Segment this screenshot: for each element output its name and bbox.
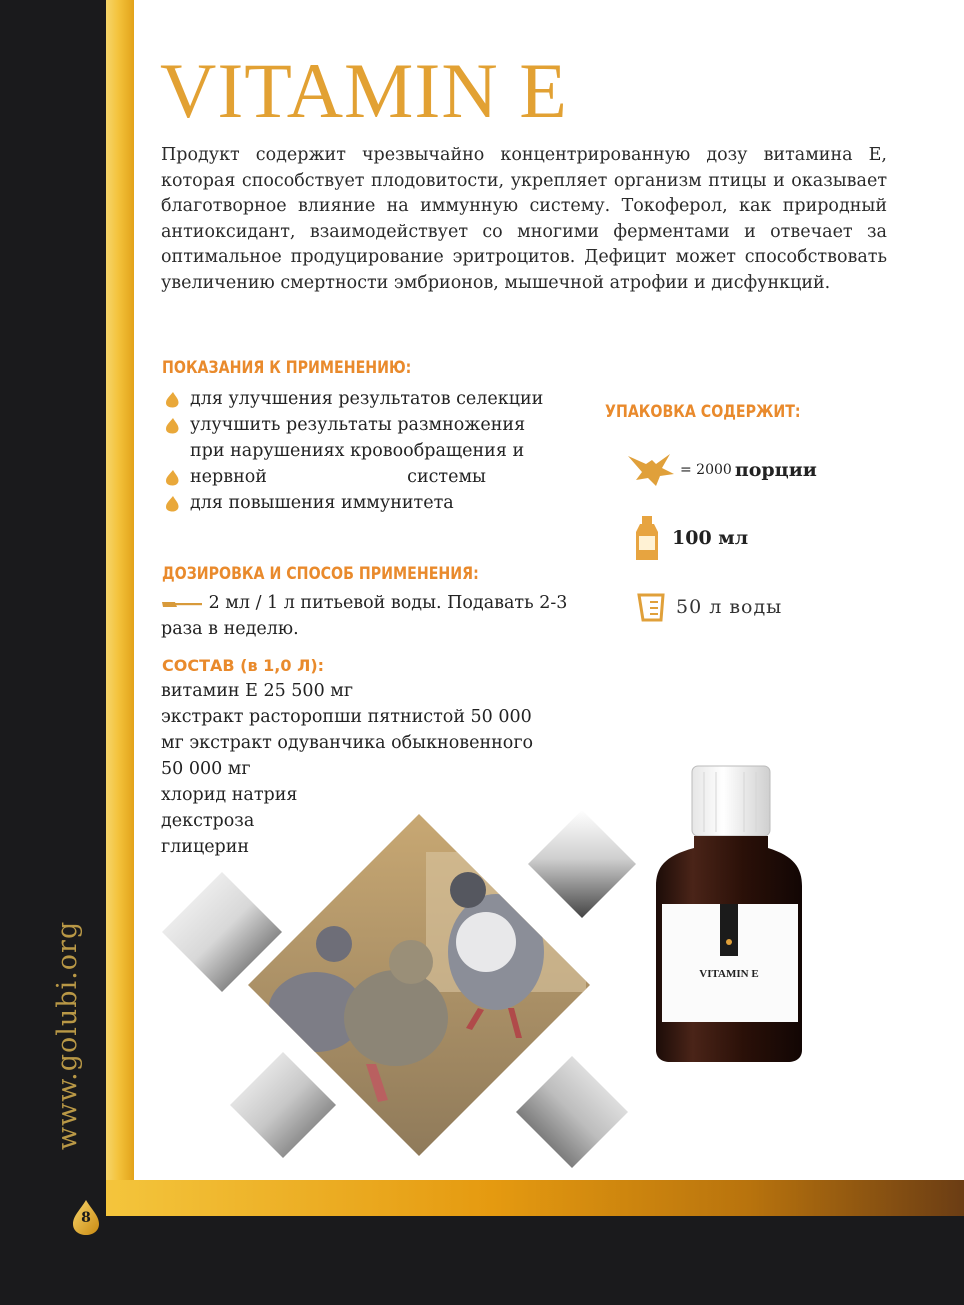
package-portions (626, 450, 817, 490)
indication-text (190, 464, 520, 490)
indications-list (162, 386, 552, 516)
gold-drop-icon (164, 495, 180, 512)
list-item (162, 438, 552, 464)
indication-word: системы (407, 467, 486, 487)
indication-text: при нарушениях кровообращения и (190, 441, 525, 461)
page-number-badge (70, 1198, 102, 1236)
composition-line: глицерин (161, 837, 250, 857)
package-heading: УПАКОВКА СОДЕРЖИТ: (605, 402, 801, 421)
gold-side-strip (106, 0, 134, 1210)
package-volume (634, 514, 748, 562)
list-item (162, 464, 552, 490)
dosage-line-1: 2 мл / 1 л питьевой воды. Подавать 2-3 (208, 593, 568, 613)
measuring-cup-icon (636, 592, 666, 622)
composition-line: 50 000 мг (161, 759, 251, 779)
gold-drop-icon (164, 391, 180, 408)
intro-paragraph: Продукт содержит чрезвычайно концентрированную дозу витамина Е, которая способствует плодовитости, укрепляет организм птицы и оказывает благотворное влияние на иммунную систему. Токоферол, как природный антиоксидант, взаимодействует со многими ферментами и отвечает за оптимальное продуцирование эритроцитов. Дефицит может способствовать увеличению смертности эмбрионов, мышечной атрофии и дисфункций. (161, 145, 887, 293)
product-bottle (654, 764, 804, 1064)
pigeons-photo (246, 812, 592, 1158)
pigeon-icon (626, 450, 678, 490)
water-value: 50 л воды (676, 596, 783, 618)
composition-line: экстракт расторопши пятнистой 50 000 (161, 707, 532, 727)
measuring-spoon-icon (161, 597, 203, 611)
gold-drop-icon (164, 469, 180, 486)
portions-prefix: = 2000 (680, 462, 732, 478)
composition-heading: СОСТАВ (в 1,0 Л): (162, 656, 325, 675)
dosage-heading: ДОЗИРОВКА И СПОСОБ ПРИМЕНЕНИЯ: (162, 564, 479, 583)
volume-value: 100 мл (672, 527, 749, 549)
indication-word: нервной (190, 467, 267, 487)
gold-drop-icon (164, 417, 180, 434)
indication-text: для повышения иммунитета (190, 493, 454, 513)
page-title: VITAMIN E (160, 47, 568, 134)
bottle-label-text: VITAMIN E (699, 968, 759, 980)
indication-text: для улучшения результатов селекции (190, 389, 544, 409)
list-item (162, 490, 552, 516)
composition-line: мг экстракт одуванчика обыкновенного (161, 733, 534, 753)
composition-line: хлорид натрия (161, 785, 298, 805)
gold-bottom-band (106, 1180, 964, 1216)
composition-line: декстроза (161, 811, 255, 831)
list-item (162, 386, 552, 412)
package-water (636, 592, 782, 622)
dosage-text (161, 590, 568, 642)
indications-heading: ПОКАЗАНИЯ К ПРИМЕНЕНИЮ: (162, 358, 412, 377)
composition-line: витамин Е 25 500 мг (161, 681, 354, 701)
page-number: 8 (81, 1210, 91, 1226)
dosage-line-2: раза в неделю. (161, 619, 299, 639)
portions-label: порции (734, 459, 817, 481)
list-item (162, 412, 552, 438)
site-url[interactable]: www.golubi.org (52, 920, 83, 1150)
indication-text: улучшить результаты размножения (190, 415, 526, 435)
bottle-icon (634, 514, 660, 562)
